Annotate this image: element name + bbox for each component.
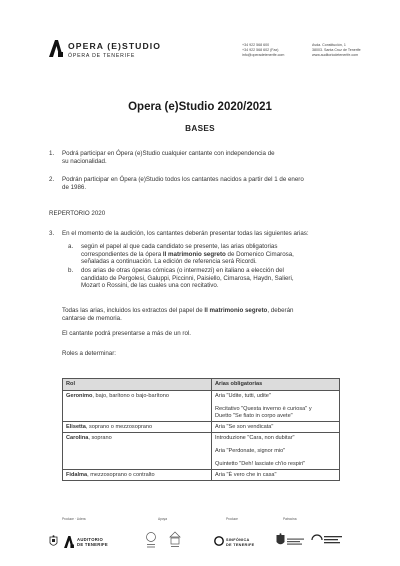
text-line: según el papel al que cada candidato se presente, las arias obligatorias	[81, 243, 278, 250]
section-title: BASES	[185, 124, 215, 133]
aria: Aria "Se son vendicata"	[215, 423, 274, 430]
text-line: señaladas a continuación. La edición de referencia será Ricordi.	[81, 258, 257, 266]
phone: +34 922 568 600	[242, 43, 270, 47]
table-row	[63, 470, 340, 481]
footer-label: Produce · Lidera	[62, 517, 86, 521]
sub-item-b	[81, 267, 294, 290]
text-line: Mozart o Rossini, de las cuales una con recitativo.	[81, 282, 219, 290]
role-cell	[63, 391, 212, 422]
address-line: Avda. Constitución, 1	[312, 43, 346, 47]
aria: Introduzione "Cara, non dubitar"	[215, 434, 295, 441]
logo-text-line: DE TENERIFE	[226, 542, 255, 547]
auditorio-logo-text	[77, 538, 108, 547]
text-line: de 1986.	[62, 183, 87, 191]
address-city: 38003. Santa Cruz de Tenerife	[312, 47, 361, 52]
gobierno-canarias-crest-icon	[276, 533, 285, 547]
aria: Recitativo "Questa inverno è curiosa" y	[215, 405, 312, 412]
sub-item-mark: a.	[68, 243, 74, 250]
aria: Aria "Perdonate, signor mio"	[215, 447, 286, 454]
cultural-sponsor-logo-icon	[310, 533, 344, 547]
header-contact	[242, 43, 284, 57]
item-number: 3.	[49, 230, 55, 237]
voice-type: , bajo, barítono o bajo-barítono	[92, 392, 169, 399]
table-row	[63, 391, 340, 422]
role-cell	[63, 470, 212, 481]
gobierno-canarias-text-icon	[287, 538, 305, 545]
email-link[interactable]: info@operadetenerife.com	[242, 52, 285, 57]
text-line: Podrán participar en Ópera (e)Studio todos los cantantes nacidos a partir del 1 de enero	[62, 176, 304, 183]
table-row	[63, 433, 340, 470]
roles-label: Roles a determinar:	[62, 350, 116, 357]
text-line	[81, 251, 294, 259]
opera-title: Il matrimonio segreto	[162, 250, 226, 258]
website-link[interactable]: www.auditoriodetenerife.com	[312, 52, 359, 57]
text-segment: de Domenico Cimarosa,	[225, 250, 294, 258]
aria: Aria "È vero che in casa"	[215, 471, 277, 478]
voice-type: , soprano o mezzosoprano	[85, 423, 153, 430]
voice-type: , soprano	[88, 434, 112, 441]
brand-subtitle: ÓPERA DE TENERIFE	[68, 53, 136, 59]
auditorio-logo-icon	[64, 536, 74, 548]
roles-table	[62, 378, 340, 481]
arias-cell	[212, 433, 340, 470]
page-title: Opera (e)Studio 2020/2021	[128, 101, 272, 113]
aria: Aria "Udite, tutti, udite"	[215, 392, 271, 399]
sub-item-mark: b.	[68, 267, 74, 274]
roles-paragraph: El cantante podrá presentarse a más de un rol.	[62, 330, 191, 337]
text-line: Podrá participar en Ópera (e)Studio cualquier cantante con independencia de	[62, 150, 275, 157]
role-name: Geronimo	[66, 392, 93, 399]
table-row	[63, 422, 340, 433]
voice-type: , mezzosoprano o contralto	[87, 471, 155, 478]
logo-text-line: AUDITORIO	[77, 537, 104, 542]
text-segment: , deberán	[267, 307, 294, 314]
role-name: Elisetta	[66, 423, 86, 430]
column-header-rol: Rol	[63, 379, 212, 391]
item-1-text	[62, 150, 275, 165]
column-header-arias: Arias obligatorias	[212, 379, 340, 391]
fax: +34 922 568 602 (Fax)	[242, 47, 279, 52]
text-segment: correspondientes de la ópera	[81, 250, 163, 258]
text-line: su nacionalidad.	[62, 157, 107, 165]
header-address	[312, 43, 361, 57]
aria: Quintetto "Deh! lasciate ch'io respiri"	[215, 460, 306, 467]
opera-title: Il matrimonio segreto	[204, 307, 268, 314]
role-name: Carolina	[66, 434, 89, 441]
text-line: cantarse de memoria.	[62, 314, 122, 322]
role-name: Fidalma	[66, 471, 88, 478]
text-segment: Todas las arias, incluidos los extractos del papel de	[62, 307, 205, 314]
item-2-text	[62, 176, 304, 191]
sub-item-a	[81, 243, 294, 266]
arias-cell	[212, 470, 340, 481]
repertorio-heading: REPERTORIO 2020	[49, 210, 106, 217]
role-cell	[63, 422, 212, 433]
text-line: dos arias de otras óperas cómicas (o intermezzi) en italiano a elección del	[81, 267, 284, 274]
footer-label: Patrocina	[283, 517, 297, 521]
logo-text-line: SINFÓNICA	[226, 538, 250, 542]
text-line: candidato de Pergolesi, Galuppi, Piccinni, Paisiello, Cimarosa, Haydn, Salieri,	[81, 274, 294, 282]
brand-name: OPERA (E)STUDIO	[68, 41, 162, 51]
footer-label: Produce	[226, 517, 238, 521]
arias-cell	[212, 422, 340, 433]
memory-paragraph	[62, 307, 293, 322]
cabildo-crest-icon	[49, 535, 58, 548]
theatre-emblem-icon	[168, 531, 182, 551]
footer-label: Apoya	[158, 517, 168, 521]
sponsor-emblem-icon	[144, 531, 158, 551]
sinfonica-logo-text	[226, 538, 254, 547]
opera-estudio-logo-icon	[49, 40, 63, 57]
item-number: 2.	[49, 176, 55, 183]
item-3-text: En el momento de la audición, los cantantes deberán presentar todas las siguientes arias:	[62, 230, 309, 237]
aria: Duetto "Se fiato in corpo avete"	[215, 412, 293, 419]
table-header-row	[63, 379, 340, 391]
role-cell	[63, 433, 212, 470]
sinfonica-logo-icon	[214, 536, 224, 546]
item-number: 1.	[49, 150, 55, 157]
arias-cell	[212, 391, 340, 422]
text-line	[62, 307, 293, 315]
logo-text-line: DE TENERIFE	[77, 541, 108, 547]
